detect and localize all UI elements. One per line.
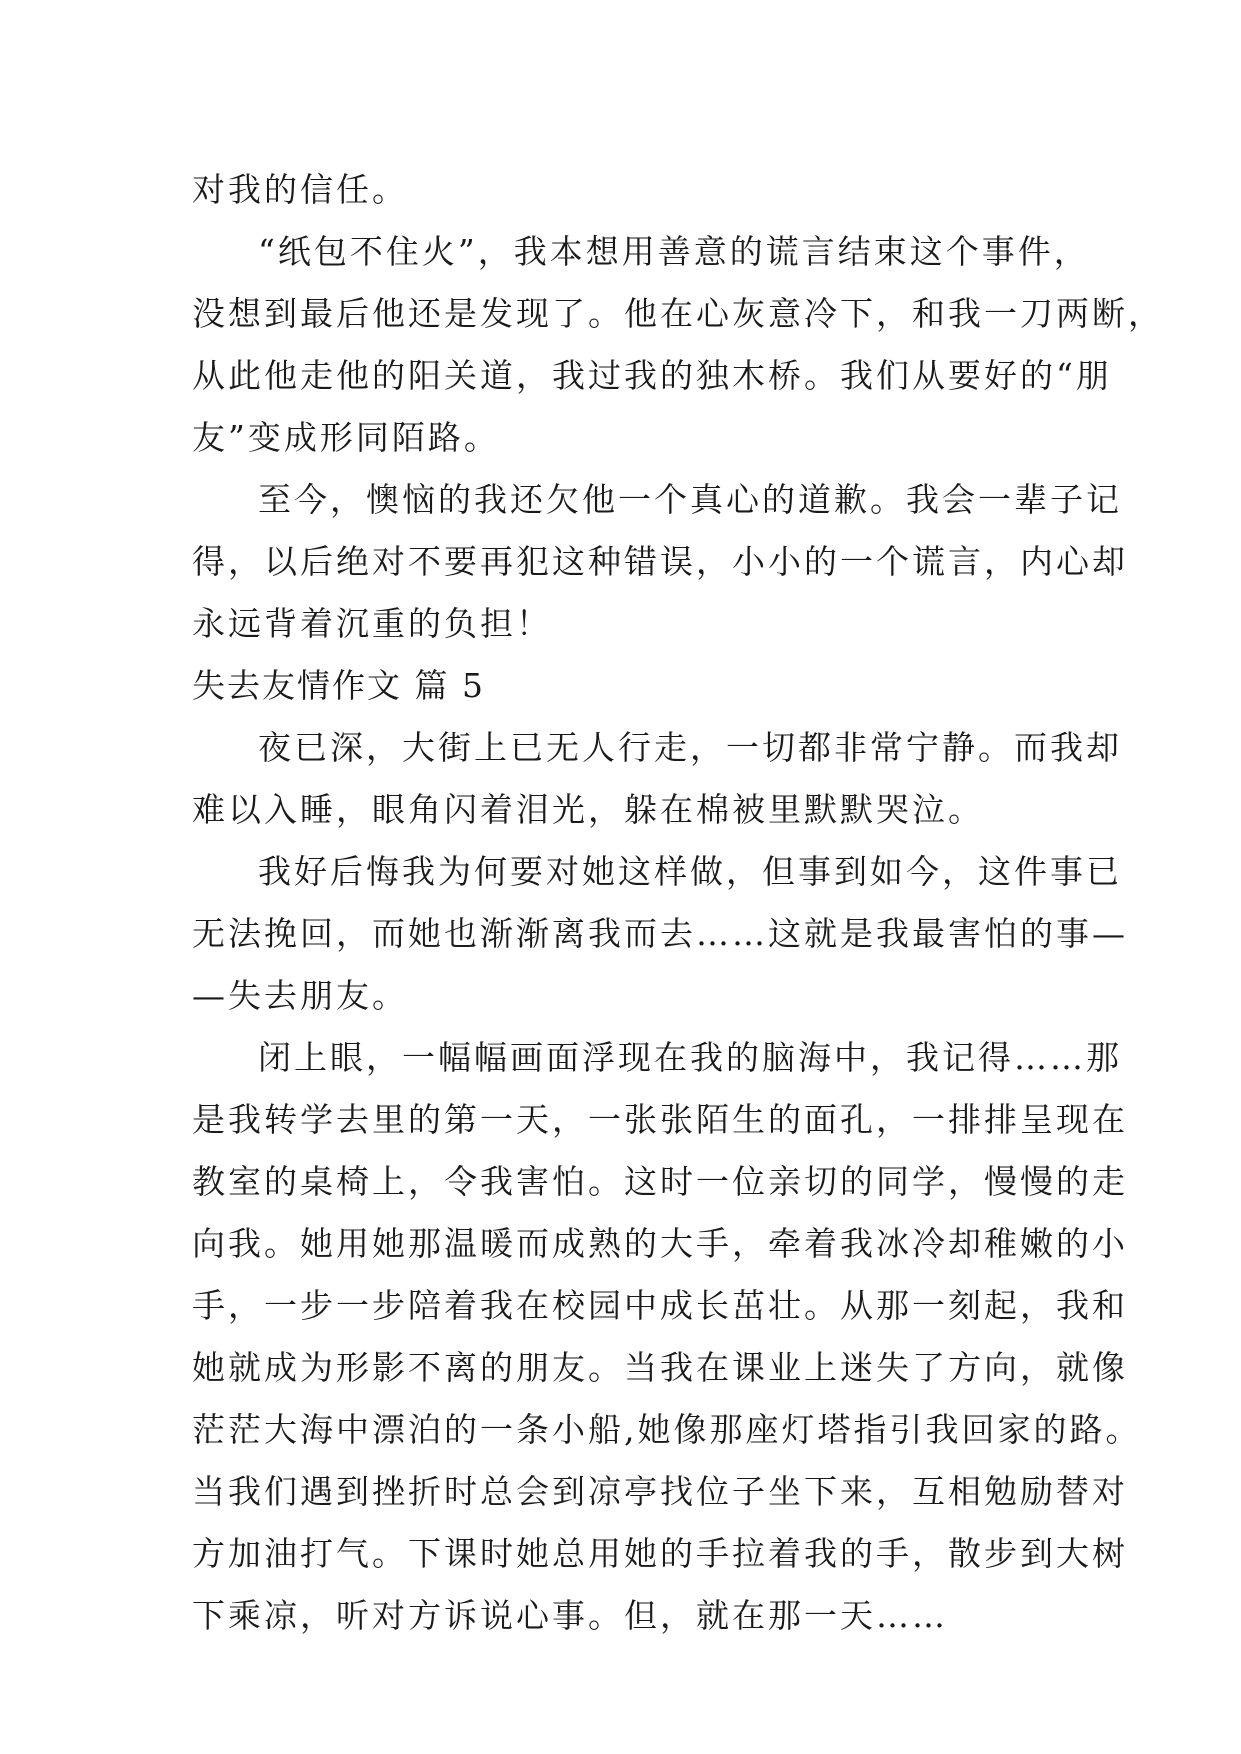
text-line: 对我的信任。 <box>192 170 408 209</box>
text-line: 难以入睡，眼角闪着泪光，躲在棉被里默默哭泣。 <box>192 790 984 829</box>
text-line: 得，以后绝对不要再犯这种错误，小小的一个谎言，内心却 <box>192 542 1128 581</box>
section-heading: 失去友情作文 篇 5 <box>192 666 485 705</box>
text-line: 手，一步一步陪着我在校园中成长茁壮。从那一刻起，我和 <box>192 1286 1128 1325</box>
text-line: 无法挽回，而她也渐渐离我而去……这就是我最害怕的事— <box>192 914 1128 953</box>
text-line: 当我们遇到挫折时总会到凉亭找位子坐下来，互相勉励替对 <box>192 1472 1128 1511</box>
text-line: 至今，懊恼的我还欠他一个真心的道歉。我会一辈子记 <box>258 480 1122 519</box>
text-line: —失去朋友。 <box>192 976 408 1015</box>
text-line: “纸包不住火”，我本想用善意的谎言结束这个事件， <box>258 232 1090 271</box>
text-line: 是我转学去里的第一天，一张张陌生的面孔，一排排呈现在 <box>192 1100 1128 1139</box>
document-body <box>192 159 1164 1647</box>
text-line: 向我。她用她那温暖而成熟的大手，牵着我冰冷却稚嫩的小 <box>192 1224 1128 1263</box>
text-line: 她就成为形影不离的朋友。当我在课业上迷失了方向，就像 <box>192 1348 1128 1387</box>
text-line: 教室的桌椅上，令我害怕。这时一位亲切的同学，慢慢的走 <box>192 1162 1128 1201</box>
text-line: 从此他走他的阳关道，我过我的独木桥。我们从要好的“朋 <box>192 356 1112 395</box>
text-line: 下乘凉，听对方诉说心事。但，就在那一天…… <box>192 1596 948 1635</box>
text-line: 没想到最后他还是发现了。他在心灰意冷下，和我一刀两断， <box>192 294 1164 333</box>
text-line: 友”变成形同陌路。 <box>192 418 500 457</box>
text-line: 我好后悔我为何要对她这样做，但事到如今，这件事已 <box>258 852 1122 891</box>
text-line: 夜已深，大街上已无人行走，一切都非常宁静。而我却 <box>258 728 1122 767</box>
text-line: 方加油打气。下课时她总用她的手拉着我的手，散步到大树 <box>192 1534 1128 1573</box>
text-line: 永远背着沉重的负担！ <box>192 604 552 643</box>
text-line: 茫茫大海中漂泊的一条小船,她像那座灯塔指引我回家的路。 <box>192 1410 1142 1449</box>
text-line: 闭上眼，一幅幅画面浮现在我的脑海中，我记得……那 <box>258 1038 1122 1077</box>
